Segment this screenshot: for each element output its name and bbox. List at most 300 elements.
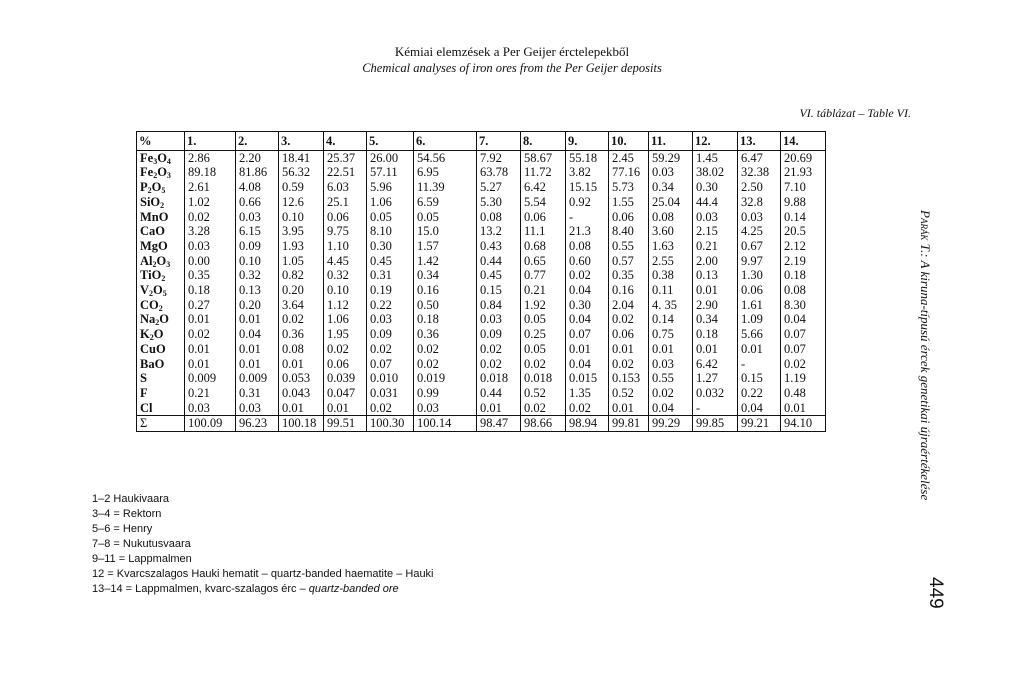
value-cell: 0.32 xyxy=(324,268,367,283)
column-header: 2. xyxy=(236,132,279,151)
value-cell: 0.13 xyxy=(693,268,738,283)
value-cell: 1.63 xyxy=(649,239,693,254)
value-cell: 54.56 xyxy=(414,150,477,165)
value-cell: 0.01 xyxy=(236,312,279,327)
value-cell: 0.08 xyxy=(566,239,609,254)
value-cell: 0.03 xyxy=(367,312,414,327)
value-cell: 0.07 xyxy=(566,327,609,342)
table-caption xyxy=(0,44,1024,76)
total-value-cell: 99.21 xyxy=(738,416,781,432)
value-cell: 0.16 xyxy=(609,283,649,298)
component-cell: $Na_2O$ xyxy=(137,312,185,327)
value-cell: 5.66 xyxy=(738,327,781,342)
value-cell: 0.34 xyxy=(414,268,477,283)
value-cell: 20.69 xyxy=(781,150,826,165)
value-cell: 1.35 xyxy=(566,386,609,401)
value-cell: 0.01 xyxy=(649,342,693,357)
value-cell: 0.031 xyxy=(367,386,414,401)
value-cell: 20.5 xyxy=(781,224,826,239)
table-row xyxy=(137,254,826,269)
value-cell: 3.28 xyxy=(185,224,236,239)
legend-line xyxy=(92,537,434,552)
total-value-cell: 98.66 xyxy=(521,416,566,432)
value-cell: 1.55 xyxy=(609,195,649,210)
component-cell: MgO xyxy=(137,239,185,254)
total-value-cell: 100.09 xyxy=(185,416,236,432)
value-cell: 0.84 xyxy=(477,298,521,313)
value-cell: 0.05 xyxy=(521,342,566,357)
value-cell: 0.03 xyxy=(693,210,738,225)
value-cell: 0.11 xyxy=(649,283,693,298)
column-header: 5. xyxy=(367,132,414,151)
column-header: 11. xyxy=(649,132,693,151)
value-cell: 0.01 xyxy=(477,401,521,416)
value-cell: 0.06 xyxy=(324,357,367,372)
value-cell: 2.12 xyxy=(781,239,826,254)
value-cell: 0.99 xyxy=(414,386,477,401)
value-cell: 0.02 xyxy=(477,342,521,357)
column-header: 8. xyxy=(521,132,566,151)
value-cell: 0.30 xyxy=(367,239,414,254)
value-cell: 0.018 xyxy=(477,371,521,386)
column-header: 12. xyxy=(693,132,738,151)
value-cell: 0.153 xyxy=(609,371,649,386)
running-head-title: A kiruna-típusú ércek genetikai újraértékelése xyxy=(918,257,933,501)
table-row xyxy=(137,327,826,342)
value-cell: 0.16 xyxy=(414,283,477,298)
value-cell: 0.01 xyxy=(279,401,324,416)
value-cell: 0.09 xyxy=(236,239,279,254)
total-value-cell: 100.30 xyxy=(367,416,414,432)
value-cell: 0.55 xyxy=(649,371,693,386)
value-cell: 1.10 xyxy=(324,239,367,254)
value-cell: 0.06 xyxy=(609,210,649,225)
value-cell: 0.053 xyxy=(279,371,324,386)
value-cell: 21.93 xyxy=(781,165,826,180)
header-corner-percent: % xyxy=(137,132,185,151)
component-cell: $P_2O_5$ xyxy=(137,180,185,195)
value-cell: 0.06 xyxy=(324,210,367,225)
value-cell: 0.30 xyxy=(693,180,738,195)
value-cell: 5.96 xyxy=(367,180,414,195)
legend-line xyxy=(92,492,434,507)
value-cell: 0.08 xyxy=(781,283,826,298)
value-cell: 1.92 xyxy=(521,298,566,313)
value-cell: 0.68 xyxy=(521,239,566,254)
value-cell: 0.03 xyxy=(414,401,477,416)
value-cell: 11.39 xyxy=(414,180,477,195)
value-cell: 1.06 xyxy=(367,195,414,210)
value-cell: 18.41 xyxy=(279,150,324,165)
value-cell: 0.02 xyxy=(367,401,414,416)
total-value-cell: 100.14 xyxy=(414,416,477,432)
value-cell: 0.18 xyxy=(185,283,236,298)
value-cell: 58.67 xyxy=(521,150,566,165)
value-cell: 0.09 xyxy=(477,327,521,342)
value-cell: 32.38 xyxy=(738,165,781,180)
value-cell: 9.75 xyxy=(324,224,367,239)
value-cell: 0.03 xyxy=(649,357,693,372)
value-cell: 0.05 xyxy=(367,210,414,225)
value-cell: 0.45 xyxy=(477,268,521,283)
chemical-analysis-table xyxy=(136,131,826,432)
total-value-cell: 98.94 xyxy=(566,416,609,432)
value-cell: 0.05 xyxy=(414,210,477,225)
value-cell: 0.01 xyxy=(236,342,279,357)
column-header: 14. xyxy=(781,132,826,151)
value-cell: 0.52 xyxy=(521,386,566,401)
table-row xyxy=(137,401,826,416)
value-cell: 56.32 xyxy=(279,165,324,180)
value-cell: 3.60 xyxy=(649,224,693,239)
value-cell: 0.009 xyxy=(185,371,236,386)
value-cell: 0.45 xyxy=(367,254,414,269)
component-cell: BaO xyxy=(137,357,185,372)
value-cell: 0.21 xyxy=(185,386,236,401)
value-cell: 1.27 xyxy=(693,371,738,386)
value-cell: 1.93 xyxy=(279,239,324,254)
value-cell: 57.11 xyxy=(367,165,414,180)
component-cell: $Fe_3O_4$ xyxy=(137,150,185,165)
value-cell: 0.03 xyxy=(477,312,521,327)
value-cell: 0.22 xyxy=(738,386,781,401)
value-cell: 0.57 xyxy=(609,254,649,269)
value-cell: 4.45 xyxy=(324,254,367,269)
sum-symbol-cell: Σ xyxy=(137,416,185,432)
table-row xyxy=(137,357,826,372)
value-cell: 0.92 xyxy=(566,195,609,210)
value-cell: 0.34 xyxy=(693,312,738,327)
value-cell: 2.50 xyxy=(738,180,781,195)
value-cell: 0.21 xyxy=(521,283,566,298)
value-cell: 2.90 xyxy=(693,298,738,313)
value-cell: 0.02 xyxy=(414,357,477,372)
component-cell: SiO$_2$ xyxy=(137,195,185,210)
value-cell: 0.82 xyxy=(279,268,324,283)
value-cell: 0.05 xyxy=(521,312,566,327)
value-cell: 1.95 xyxy=(324,327,367,342)
value-cell: 0.18 xyxy=(693,327,738,342)
total-value-cell: 96.23 xyxy=(236,416,279,432)
value-cell: 0.20 xyxy=(279,283,324,298)
value-cell: 0.02 xyxy=(609,357,649,372)
value-cell: 0.36 xyxy=(414,327,477,342)
value-cell: 0.02 xyxy=(324,342,367,357)
page-number: 449 xyxy=(925,577,946,609)
legend xyxy=(92,492,434,597)
value-cell: 0.21 xyxy=(693,239,738,254)
component-cell: $Fe_2O_3$ xyxy=(137,165,185,180)
value-cell: 0.44 xyxy=(477,254,521,269)
value-cell: 0.02 xyxy=(566,268,609,283)
caption-hungarian: Kémiai elemzések a Per Geijer érctelepekből xyxy=(394,44,630,59)
value-cell: 0.31 xyxy=(236,386,279,401)
value-cell: 2.20 xyxy=(236,150,279,165)
value-cell: 0.15 xyxy=(738,371,781,386)
value-cell: 25.04 xyxy=(649,195,693,210)
value-cell: 0.02 xyxy=(521,401,566,416)
value-cell: 2.04 xyxy=(609,298,649,313)
value-cell: 0.13 xyxy=(236,283,279,298)
component-cell: $K_2O$ xyxy=(137,327,185,342)
legend-line xyxy=(92,567,434,582)
value-cell: 0.52 xyxy=(609,386,649,401)
table-row xyxy=(137,298,826,313)
value-cell: 0.35 xyxy=(609,268,649,283)
value-cell: 0.09 xyxy=(367,327,414,342)
value-cell: 0.01 xyxy=(324,401,367,416)
value-cell: 0.02 xyxy=(185,327,236,342)
value-cell: 2.86 xyxy=(185,150,236,165)
table-row xyxy=(137,268,826,283)
component-cell: $Al_2O_3$ xyxy=(137,254,185,269)
value-cell: 77.16 xyxy=(609,165,649,180)
value-cell: - xyxy=(738,357,781,372)
value-cell: 0.04 xyxy=(566,312,609,327)
value-cell: 0.009 xyxy=(236,371,279,386)
value-cell: 0.08 xyxy=(279,342,324,357)
column-header: 7. xyxy=(477,132,521,151)
value-cell: 0.08 xyxy=(649,210,693,225)
value-cell: 0.02 xyxy=(566,401,609,416)
table-row xyxy=(137,239,826,254)
value-cell: 0.010 xyxy=(367,371,414,386)
value-cell: 0.01 xyxy=(236,357,279,372)
legend-line xyxy=(92,552,434,567)
value-cell: 0.55 xyxy=(609,239,649,254)
component-cell: TiO$_2$ xyxy=(137,268,185,283)
value-cell: 0.06 xyxy=(738,283,781,298)
value-cell: 1.06 xyxy=(324,312,367,327)
value-cell: 0.22 xyxy=(367,298,414,313)
value-cell: 6.95 xyxy=(414,165,477,180)
value-cell: 0.01 xyxy=(693,283,738,298)
value-cell: 0.65 xyxy=(521,254,566,269)
value-cell: 0.02 xyxy=(279,312,324,327)
value-cell: 0.02 xyxy=(185,210,236,225)
value-cell: 15.15 xyxy=(566,180,609,195)
value-cell: 0.14 xyxy=(781,210,826,225)
legend-text: 12 = Kvarcszalagos Hauki hematit – quartz-banded haematite – Hauki xyxy=(92,568,434,580)
value-cell: 15.0 xyxy=(414,224,477,239)
value-cell: 4.08 xyxy=(236,180,279,195)
value-cell: 0.02 xyxy=(609,312,649,327)
column-header: 4. xyxy=(324,132,367,151)
value-cell: 0.01 xyxy=(566,342,609,357)
value-cell: 0.032 xyxy=(693,386,738,401)
value-cell: 1.02 xyxy=(185,195,236,210)
value-cell: 0.07 xyxy=(781,342,826,357)
value-cell: 81.86 xyxy=(236,165,279,180)
value-cell: 1.45 xyxy=(693,150,738,165)
table-row xyxy=(137,371,826,386)
value-cell: 1.09 xyxy=(738,312,781,327)
value-cell: 38.02 xyxy=(693,165,738,180)
value-cell: 0.15 xyxy=(477,283,521,298)
legend-text: 3–4 = Rektorn xyxy=(92,508,162,520)
value-cell: 6.15 xyxy=(236,224,279,239)
running-head xyxy=(917,210,933,500)
component-cell: CaO xyxy=(137,224,185,239)
value-cell: 1.12 xyxy=(324,298,367,313)
legend-text: 9–11 = Lappmalmen xyxy=(92,553,192,565)
value-cell: 0.34 xyxy=(649,180,693,195)
value-cell: 0.019 xyxy=(414,371,477,386)
value-cell: 3.64 xyxy=(279,298,324,313)
value-cell: 63.78 xyxy=(477,165,521,180)
table-row xyxy=(137,195,826,210)
value-cell: 0.07 xyxy=(781,327,826,342)
column-header: 6. xyxy=(414,132,477,151)
value-cell: 0.00 xyxy=(185,254,236,269)
table-body xyxy=(137,150,826,431)
value-cell: 0.18 xyxy=(414,312,477,327)
value-cell: 2.00 xyxy=(693,254,738,269)
table-row xyxy=(137,224,826,239)
value-cell: 0.44 xyxy=(477,386,521,401)
total-value-cell: 99.51 xyxy=(324,416,367,432)
value-cell: 0.48 xyxy=(781,386,826,401)
total-value-cell: 100.18 xyxy=(279,416,324,432)
value-cell: 5.30 xyxy=(477,195,521,210)
value-cell: 6.59 xyxy=(414,195,477,210)
value-cell: 5.73 xyxy=(609,180,649,195)
value-cell: 0.043 xyxy=(279,386,324,401)
value-cell: 0.01 xyxy=(279,357,324,372)
value-cell: 0.01 xyxy=(693,342,738,357)
table-row xyxy=(137,312,826,327)
value-cell: 0.04 xyxy=(566,283,609,298)
component-cell: MnO xyxy=(137,210,185,225)
value-cell: 0.67 xyxy=(738,239,781,254)
value-cell: 0.18 xyxy=(781,268,826,283)
value-cell: 0.43 xyxy=(477,239,521,254)
value-cell: 4.25 xyxy=(738,224,781,239)
value-cell: 7.92 xyxy=(477,150,521,165)
value-cell: 22.51 xyxy=(324,165,367,180)
value-cell: 0.04 xyxy=(781,312,826,327)
value-cell: 8.10 xyxy=(367,224,414,239)
value-cell: 0.04 xyxy=(738,401,781,416)
value-cell: 3.95 xyxy=(279,224,324,239)
value-cell: 6.03 xyxy=(324,180,367,195)
value-cell: 0.08 xyxy=(477,210,521,225)
table-row xyxy=(137,180,826,195)
value-cell: 0.02 xyxy=(414,342,477,357)
value-cell: 8.40 xyxy=(609,224,649,239)
total-value-cell: 99.29 xyxy=(649,416,693,432)
value-cell: 6.42 xyxy=(521,180,566,195)
value-cell: 0.06 xyxy=(609,327,649,342)
value-cell: 0.01 xyxy=(185,342,236,357)
value-cell: 0.77 xyxy=(521,268,566,283)
value-cell: 0.75 xyxy=(649,327,693,342)
table-row xyxy=(137,386,826,401)
value-cell: 11.72 xyxy=(521,165,566,180)
value-cell: 26.00 xyxy=(367,150,414,165)
legend-line xyxy=(92,522,434,537)
value-cell: 0.14 xyxy=(649,312,693,327)
table-row xyxy=(137,150,826,165)
value-cell: 4. 35 xyxy=(649,298,693,313)
legend-text: 5–6 = Henry xyxy=(92,523,153,535)
value-cell: 0.20 xyxy=(236,298,279,313)
table-row xyxy=(137,283,826,298)
value-cell: 6.42 xyxy=(693,357,738,372)
value-cell: 0.30 xyxy=(566,298,609,313)
value-cell: 7.10 xyxy=(781,180,826,195)
value-cell: 25.1 xyxy=(324,195,367,210)
component-cell: F xyxy=(137,386,185,401)
legend-italic-text: quartz-banded ore xyxy=(308,583,399,595)
value-cell: 0.36 xyxy=(279,327,324,342)
value-cell: 1.30 xyxy=(738,268,781,283)
column-header: 3. xyxy=(279,132,324,151)
value-cell: 0.01 xyxy=(781,401,826,416)
value-cell: 0.35 xyxy=(185,268,236,283)
total-value-cell: 94.10 xyxy=(781,416,826,432)
value-cell: 0.03 xyxy=(738,210,781,225)
total-row xyxy=(137,416,826,432)
value-cell: 0.01 xyxy=(738,342,781,357)
value-cell: 0.03 xyxy=(185,239,236,254)
value-cell: 6.47 xyxy=(738,150,781,165)
value-cell: 0.03 xyxy=(236,401,279,416)
value-cell: 59.29 xyxy=(649,150,693,165)
value-cell: 0.047 xyxy=(324,386,367,401)
value-cell: 0.02 xyxy=(649,386,693,401)
value-cell: 0.19 xyxy=(367,283,414,298)
legend-text: 1–2 Haukivaara xyxy=(92,493,170,505)
value-cell: 0.01 xyxy=(609,342,649,357)
value-cell: 1.42 xyxy=(414,254,477,269)
value-cell: 13.2 xyxy=(477,224,521,239)
caption-english: Chemical analyses of iron ores from the Per Geijer deposits xyxy=(362,61,662,75)
value-cell: 89.18 xyxy=(185,165,236,180)
total-value-cell: 99.81 xyxy=(609,416,649,432)
column-header: 1. xyxy=(185,132,236,151)
value-cell: 0.02 xyxy=(781,357,826,372)
value-cell: 0.07 xyxy=(367,357,414,372)
value-cell: 0.31 xyxy=(367,268,414,283)
component-cell: Cl xyxy=(137,401,185,416)
total-value-cell: 98.47 xyxy=(477,416,521,432)
value-cell: 0.02 xyxy=(521,357,566,372)
value-cell: 0.38 xyxy=(649,268,693,283)
total-value-cell: 99.85 xyxy=(693,416,738,432)
value-cell: 0.03 xyxy=(185,401,236,416)
value-cell: 21.3 xyxy=(566,224,609,239)
table-row xyxy=(137,342,826,357)
legend-text: 13–14 = Lappmalmen, kvarc-szalagos érc – xyxy=(92,583,309,595)
value-cell: 1.19 xyxy=(781,371,826,386)
value-cell: 9.88 xyxy=(781,195,826,210)
value-cell: 0.04 xyxy=(566,357,609,372)
legend-line xyxy=(92,507,434,522)
value-cell: 0.60 xyxy=(566,254,609,269)
table-row xyxy=(137,210,826,225)
value-cell: 0.02 xyxy=(367,342,414,357)
value-cell: 2.55 xyxy=(649,254,693,269)
value-cell: 0.03 xyxy=(649,165,693,180)
value-cell: 0.59 xyxy=(279,180,324,195)
value-cell: 3.82 xyxy=(566,165,609,180)
value-cell: - xyxy=(566,210,609,225)
column-header: 10. xyxy=(609,132,649,151)
value-cell: 1.61 xyxy=(738,298,781,313)
value-cell: 44.4 xyxy=(693,195,738,210)
value-cell: 5.54 xyxy=(521,195,566,210)
